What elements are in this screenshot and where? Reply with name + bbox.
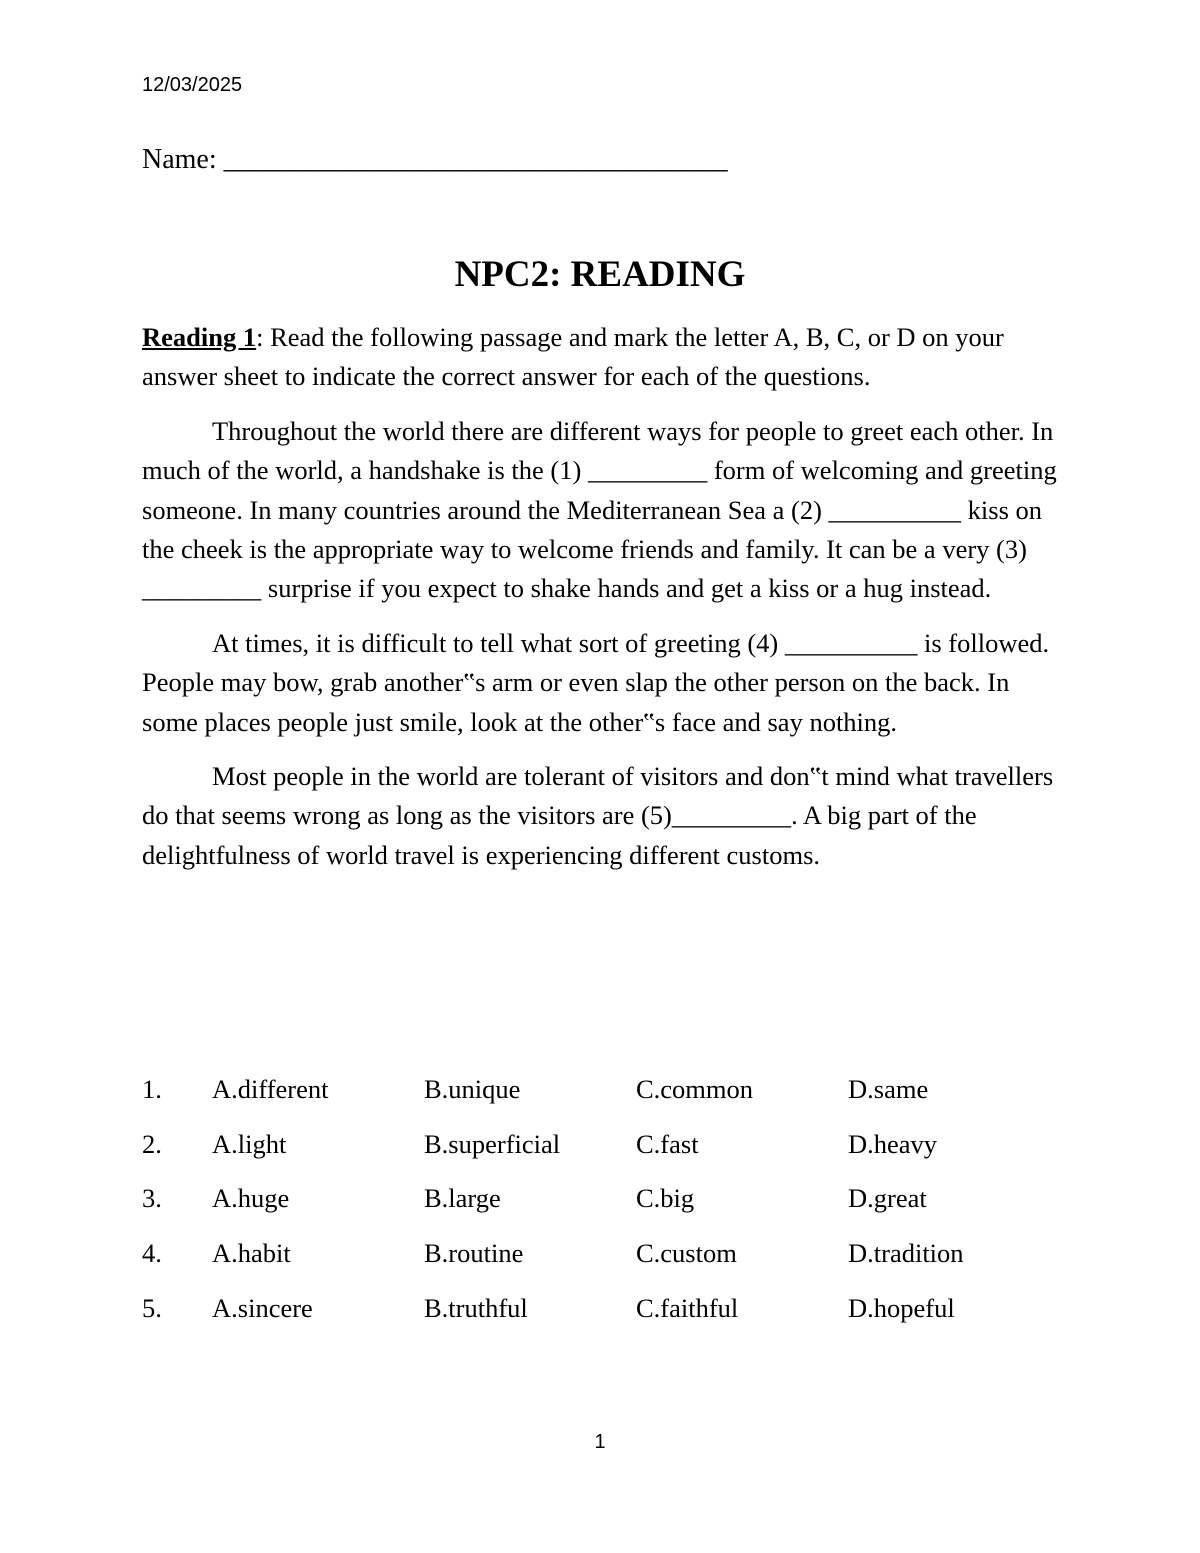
option-d: D.same — [848, 1073, 929, 1104]
option-c: C.custom — [636, 1237, 737, 1268]
passage-paragraph-2: At times, it is difficult to tell what sort of greeting (4) __________ is followed. People may bow, grab another‟s arm or even slap the other person on the back. In some places people just smile, look at the other‟s face and say nothing. — [142, 627, 1050, 737]
option-c: C.big — [636, 1183, 695, 1214]
option-a: A.light — [212, 1128, 287, 1159]
option-b: B.superficial — [424, 1128, 561, 1159]
option-d: D.great — [848, 1183, 927, 1214]
option-c: C.common — [636, 1073, 754, 1104]
reading-label: Reading 1 — [142, 322, 257, 352]
option-b: B.unique — [424, 1073, 521, 1104]
question-number: 4. — [142, 1237, 162, 1268]
page-title: NPC2: READING — [454, 254, 746, 295]
question-row — [142, 1117, 1028, 1172]
option-d: D.heavy — [848, 1128, 938, 1159]
option-a: A.different — [212, 1073, 329, 1104]
option-a: A.huge — [212, 1183, 290, 1214]
option-b: B.routine — [424, 1237, 524, 1268]
question-row — [142, 1062, 1028, 1117]
passage-paragraph-3: Most people in the world are tolerant of visitors and don‟t mind what travellers do that seems wrong as long as the visitors are (5)_________. A big part of the delightfulness of world travel is experiencing different customs. — [142, 761, 1054, 870]
page-number: 1 — [594, 1431, 606, 1453]
option-c: C.fast — [636, 1128, 699, 1159]
question-row — [142, 1281, 1028, 1336]
name-field-line: Name: ____________________________________ — [142, 144, 728, 175]
option-d: D.hopeful — [848, 1292, 955, 1323]
option-a: A.sincere — [212, 1292, 313, 1323]
question-number: 3. — [142, 1183, 162, 1214]
reading-content — [142, 318, 1064, 890]
question-number: 5. — [142, 1292, 162, 1323]
option-b: B.large — [424, 1183, 501, 1214]
question-row — [142, 1171, 1028, 1226]
passage-paragraph-1: Throughout the world there are different ways for people to greet each other. In much of the world, a handshake is the (1) _________ form of welcoming and greeting someone. In many countries around the Mediterranean Sea a (2) __________ kiss on the cheek is the appropriate way to welcome friends and family. It can be a very (3) _________ surprise if you expect to shake hands and get a kiss or a hug instead. — [142, 415, 1057, 604]
date: 12/03/2025 — [142, 74, 243, 96]
question-number: 1. — [142, 1073, 162, 1104]
option-c: C.faithful — [636, 1292, 739, 1323]
option-d: D.tradition — [848, 1237, 964, 1268]
instructions — [142, 318, 1064, 397]
question-number: 2. — [142, 1128, 162, 1159]
option-b: B.truthful — [424, 1292, 528, 1323]
question-row — [142, 1226, 1028, 1281]
question-options — [142, 1062, 1028, 1335]
instructions-text: : Read the following passage and mark the letter A, B, C, or D on your answer sheet to indicate the correct answer for each of the questions. — [142, 322, 1004, 392]
option-a: A.habit — [212, 1237, 291, 1268]
